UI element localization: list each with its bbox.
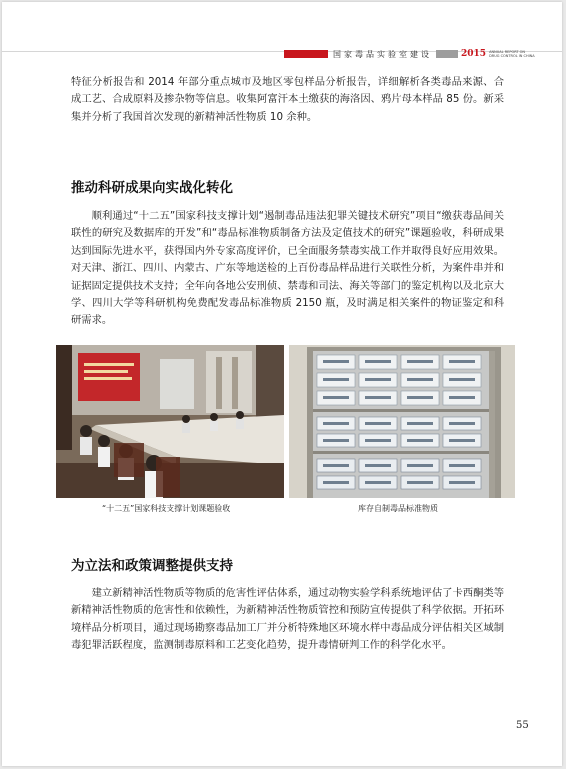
section-heading-research: 推动科研成果向实战化转化 (71, 180, 233, 196)
header-title: 国家毒品实验室建设 (333, 49, 432, 59)
section-heading-policy: 为立法和政策调整提供支持 (71, 558, 233, 574)
meeting-room-photo (56, 345, 284, 498)
meeting-room-image (56, 345, 284, 498)
page-number: 55 (516, 720, 529, 731)
left-photo-caption: “十二五”国家科技支撑计划课题验收 (102, 504, 231, 513)
intro-block (71, 74, 504, 126)
section-research-body (71, 208, 504, 330)
running-header (284, 49, 562, 59)
header-red-block (284, 50, 328, 58)
research-paragraph: 顺利通过“十二五”国家科技支撑计划“遏制毒品违法犯罪关键技术研究”项目“缴获毒品间关联性的研究及数据库的开发”和“毒品标准物质制备方法及定值技术的研究”课题验收，科研成果达到国际先进水平，获得国内外专家高度评价，已全面服务禁毒实战工作并取得良好应用效果。对天津、浙江、四川、内蒙古、广东等地送检的上百份毒品样品进行关联性分析，为案件串并和证据固定提供技术支持；全年向各地公安刑侦、禁毒和司法、海关等部门的鉴定机构以及北京大学、四川大学等科研机构免费配发毒品标准物质 2150 瓶，及时满足相关案件的物证鉴定和科研需求。 (71, 210, 504, 327)
header-gray-block (436, 50, 458, 58)
storage-cabinet-photo (289, 345, 515, 498)
storage-cabinet-image (289, 345, 515, 498)
policy-paragraph: 建立新精神活性物质等物质的危害性评估体系，通过动物实验学科系统地评估了卡西酮类等新精神活性物质的危害性和依赖性，为新精神活性物质管控和预防宣传提供了科学依据。开拓环境样品分析项目，通过现场勘察毒品加工厂并分析特殊地区环境水样中毒品成分评估相关区域制毒犯罪活跃程度，监测制毒原料和工艺变化趋势，提升毒情研判工作的科学化水平。 (71, 587, 504, 652)
section-policy-body (71, 585, 504, 655)
header-band (2, 2, 562, 52)
header-year: 2015 (461, 49, 487, 59)
document-page (2, 2, 562, 766)
right-photo-caption: 库存自制毒品标准物质 (358, 504, 438, 513)
intro-paragraph: 特征分析报告和 2014 年部分重点城市及地区零包样品分析报告，详细解析各类毒品来源、合成工艺、合成原料及掺杂物等信息。收集阿富汗本土缴获的海洛因、鸦片母本样品 85 份。新采集并分析了我国首次发现的新精神活性物质 10 余种。 (71, 76, 504, 123)
header-subtitle-en: ANNUAL REPORT ON DRUG CONTROL IN CHINA (489, 50, 535, 58)
photo-row (56, 345, 515, 498)
